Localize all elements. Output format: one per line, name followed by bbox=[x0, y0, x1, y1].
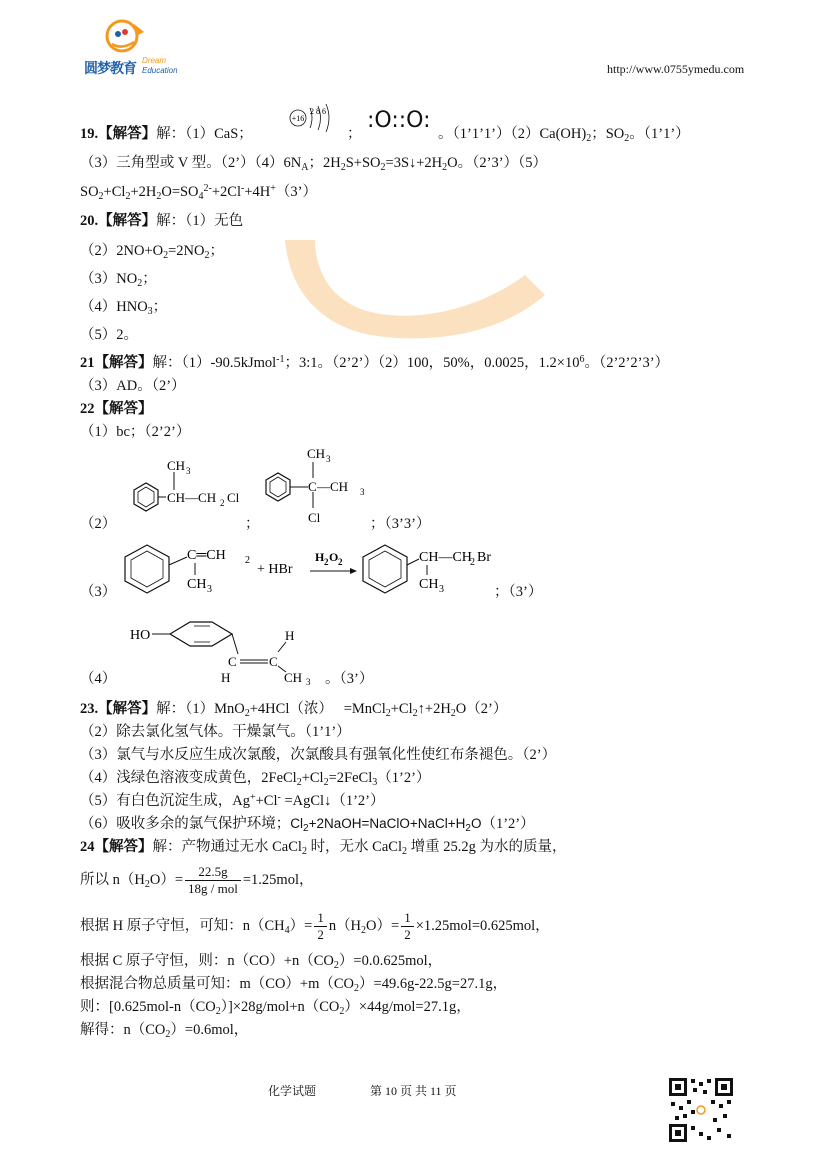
q23-line3: （3）氯气与水反应生成次氯酸，次氯酸具有强氧化性使红布条褪色。（2’） bbox=[80, 747, 557, 763]
svg-text:O: O bbox=[329, 550, 339, 564]
q24-line5: 根据混合物总质量可知：$m(CO)+m(CO_2)=49.6g-22.5g=27.1g$， bbox=[80, 976, 508, 994]
q22-part2-label: （2） bbox=[80, 516, 117, 532]
qr-code bbox=[667, 1076, 735, 1144]
svg-text:CH—CH: CH—CH bbox=[419, 550, 472, 565]
q19-line1: 19.【解答】解：（1）CaS； bbox=[80, 126, 253, 142]
watermark bbox=[255, 235, 555, 345]
q24-line3: 根据 H 原子守恒，可知：$n(CH_4)=$ $\frac{1}{2}$ $n(H_2O)=$ $\frac{1}{2}$ ×1.25mol=0.625mol， bbox=[80, 910, 550, 943]
svg-text:CH—CH: CH—CH bbox=[167, 490, 217, 505]
header-url: http://www.0755ymedu.com bbox=[607, 62, 745, 76]
q21-tag: 【解答】 bbox=[94, 355, 153, 371]
q22-part2-score: ；（3’3’） bbox=[370, 516, 431, 532]
q20-line1: 20.【解答】解：（1）无色 bbox=[80, 213, 244, 229]
fraction-3: $\frac{1}{2}$ bbox=[401, 910, 414, 943]
q21-line2: （3）AD。（2’） bbox=[80, 378, 186, 394]
svg-text:2: 2 bbox=[245, 555, 250, 566]
logo-text-en1: Dream bbox=[142, 56, 167, 65]
q22-part3-label: （3） bbox=[80, 584, 117, 600]
q24-line6: 则：$[0.625mol-n(CO_2)]\times 28g/mol+n(CO_2)\times 44g/mol=27.1g$， bbox=[80, 999, 471, 1017]
q22-part3-score: ；（3’） bbox=[494, 584, 543, 600]
q24-line1: 24【解答】解：产物通过无水 CaCl$_2$ 时，无水 CaCl$_2$ 增重 25.2g 为水的质量， bbox=[80, 839, 567, 857]
svg-text:2 8 6: 2 8 6 bbox=[310, 107, 326, 116]
q22-part4-label: （4） bbox=[80, 671, 117, 687]
q22-tag: 【解答】 bbox=[94, 401, 153, 417]
q21-number: 21 bbox=[80, 355, 95, 371]
svg-text:CH: CH bbox=[187, 577, 207, 592]
logo bbox=[82, 14, 192, 78]
q23-line5: （5）有白色沉淀生成，Ag++Cl- =AgCl↓（1’2’） bbox=[80, 792, 385, 809]
svg-text:2: 2 bbox=[338, 557, 343, 567]
q19-line2: （3）三角型或 V 型。$(2’)(4)6N_A$；$2H_2S+SO_2=3S↓+2H_2O$。（2’3’）（5） bbox=[80, 155, 548, 173]
svg-text:C: C bbox=[308, 479, 317, 494]
svg-text:H: H bbox=[315, 550, 325, 564]
svg-text:CH: CH bbox=[284, 670, 303, 685]
svg-text:+16: +16 bbox=[291, 114, 305, 123]
fraction-1: $\frac{22.5g}{\text{18g / mol}}$ bbox=[185, 864, 241, 897]
svg-text:C: C bbox=[269, 654, 278, 669]
structure-1 bbox=[112, 452, 247, 527]
svg-text:3: 3 bbox=[306, 677, 311, 685]
svg-text:3: 3 bbox=[360, 487, 365, 497]
fraction-2: $\frac{1}{2}$ bbox=[314, 910, 327, 943]
structure-4 bbox=[128, 610, 338, 685]
svg-text:3: 3 bbox=[326, 454, 331, 464]
q24-number: 24 bbox=[80, 839, 95, 855]
q22-number: 22 bbox=[80, 401, 95, 417]
q24-line4: 根据 C 原子守恒，则：$n(CO)+n(CO_2)=0.0.625mol$， bbox=[80, 953, 443, 971]
structure-2 bbox=[260, 442, 380, 527]
q20-line5: （5）2。 bbox=[80, 327, 138, 343]
svg-text:C: C bbox=[228, 654, 237, 669]
q23-line6: （6）吸收多余的氯气保护环境；$Cl_2+2NaOH=NaClO+NaCl+H_2O(1’2’)$ bbox=[80, 816, 535, 834]
svg-text:HO: HO bbox=[130, 628, 151, 643]
svg-text:CH: CH bbox=[419, 577, 439, 592]
q19-line1-c: 。$(1’1’1’)(2)Ca(OH)_2$；$SO_2$。（1’1’） bbox=[438, 126, 690, 144]
q23-number: 23. bbox=[80, 701, 99, 717]
q23-line2: （2）除去氯化氢气体。干燥氯气。（1’1’） bbox=[80, 724, 351, 740]
svg-text:3: 3 bbox=[186, 466, 191, 476]
q20-tag: 【解答】 bbox=[98, 213, 157, 229]
q19-line3: $SO_2+Cl_2+2H_2O=SO_4^{2-}+2Cl^-+4H^+(3’)$ bbox=[80, 183, 317, 202]
q21-line1: 21【解答】解：（1）-90.5kJmol$^{-1}$；3:1。（2’2’）（2）100，50%，0.0025，$1.2\times 10^6$。（2’2’2’3’） bbox=[80, 354, 670, 371]
q20-line3: $(3)NO_2$； bbox=[80, 271, 157, 289]
svg-text:Cl: Cl bbox=[227, 490, 240, 505]
q24-tag: 【解答】 bbox=[94, 839, 153, 855]
q23-line4: （4）浅绿色溶液变成黄色，$2FeCl_2+Cl_2=2FeCl_3(1’2’)$ bbox=[80, 770, 431, 788]
q22-line0 bbox=[80, 400, 153, 418]
q22-part4-score: 。（3’） bbox=[325, 671, 374, 687]
logo-text-cn: 圆梦教育 bbox=[84, 61, 136, 77]
q22-line1: （1）bc；（2’2’） bbox=[80, 424, 191, 440]
svg-text:H: H bbox=[285, 628, 295, 643]
svg-text:+ HBr: + HBr bbox=[257, 562, 293, 577]
footer-subject: 化学试题 bbox=[268, 1084, 317, 1098]
q19-tag: 【解答】 bbox=[98, 126, 157, 142]
svg-text:CH: CH bbox=[167, 458, 186, 473]
svg-text:3: 3 bbox=[207, 584, 212, 595]
svg-text:C═CH: C═CH bbox=[187, 548, 226, 563]
q23-line1: 23.【解答】解：（1）MnO$_2$+4HCl（浓） $=MnCl_2+Cl_2↑+2H_2O(2’)$ bbox=[80, 701, 508, 719]
svg-text:2: 2 bbox=[324, 557, 329, 567]
q20-number: 20. bbox=[80, 213, 99, 229]
q22-part2-sep: ； bbox=[245, 516, 260, 532]
footer-page: 第 10 页 共 11 页 bbox=[370, 1084, 457, 1098]
q19-line1-b: ； bbox=[347, 126, 362, 142]
svg-text:2: 2 bbox=[470, 557, 475, 568]
q24-line2: 所以 $n(H_2O)=$ $\frac{22.5g}{\text{18g / mol}}$ =1.25mol， bbox=[80, 864, 314, 897]
reaction-equation bbox=[115, 535, 495, 605]
svg-text:3: 3 bbox=[439, 584, 444, 595]
o2-electron-formula: :O::O: bbox=[367, 108, 431, 133]
svg-text:H: H bbox=[221, 670, 231, 685]
q20-line2: $(2)2NO+O_2=2NO_2$； bbox=[80, 243, 224, 261]
svg-text:2: 2 bbox=[220, 498, 225, 508]
q23-tag: 【解答】 bbox=[98, 701, 157, 717]
svg-text:Br: Br bbox=[477, 550, 491, 565]
q19-number: 19. bbox=[80, 126, 99, 142]
sulfur-ion-structure bbox=[286, 100, 346, 136]
svg-text:CH: CH bbox=[307, 446, 326, 461]
logo-text-en2: Education bbox=[142, 66, 178, 75]
svg-text:—CH: —CH bbox=[317, 479, 349, 494]
q20-line4: $(4)HNO_3$； bbox=[80, 299, 168, 317]
q24-line7: 解得：$n(CO_2)=0.6mol$， bbox=[80, 1022, 249, 1040]
svg-text:Cl: Cl bbox=[308, 510, 321, 525]
